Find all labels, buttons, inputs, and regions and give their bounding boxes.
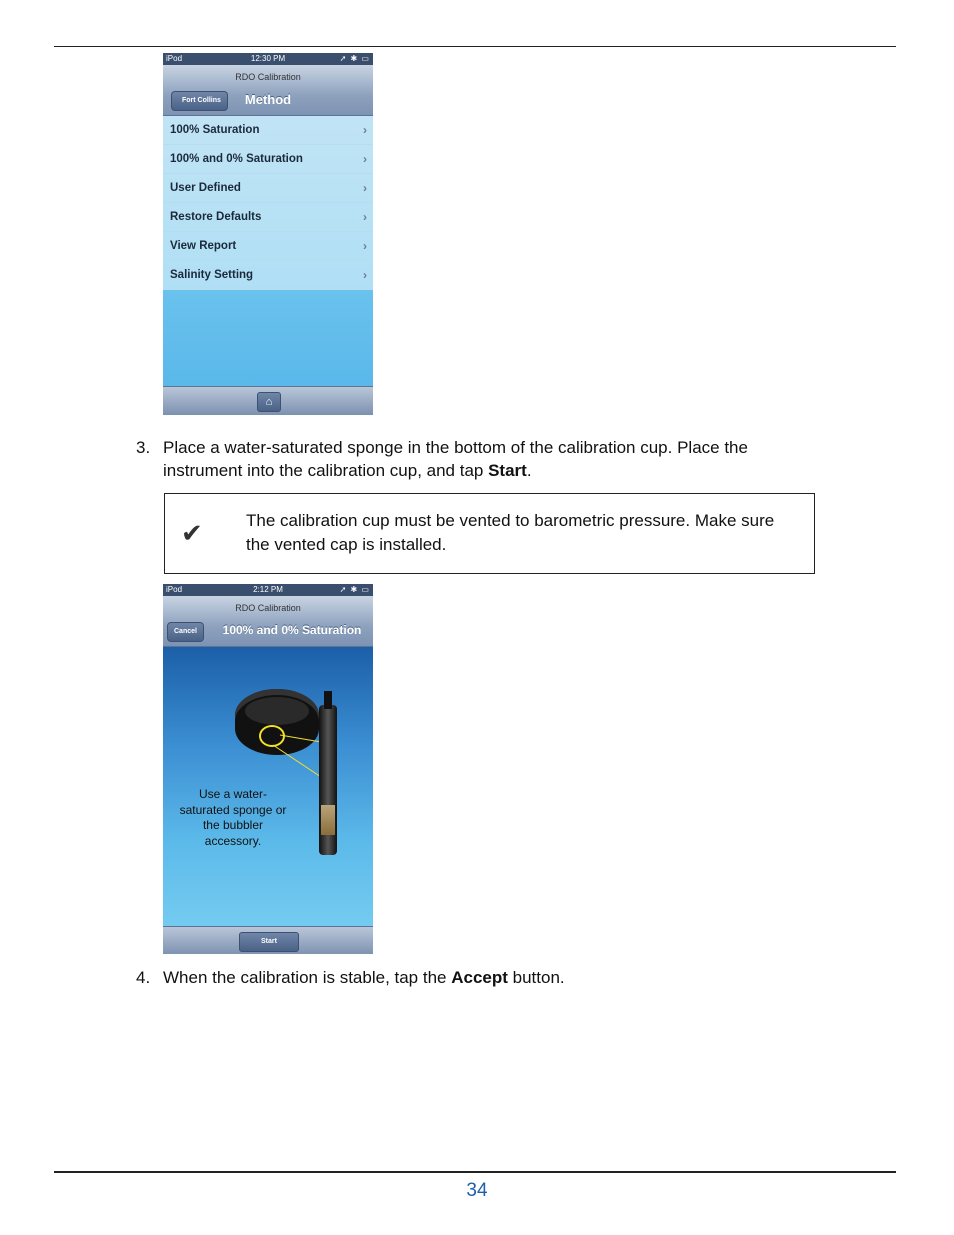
menu-item-label: User Defined [170, 182, 241, 194]
menu-item-label: 100% Saturation [170, 124, 260, 136]
chevron-right-icon: › [363, 210, 367, 224]
illustration-caption: Use a water-saturated sponge or the bubbler accessory. [179, 787, 287, 848]
method-screen [163, 53, 373, 424]
saturation-screen [163, 584, 373, 954]
menu-item-restore-defaults[interactable] [163, 203, 373, 232]
step-number: 3. [136, 438, 151, 457]
nav-subtitle: RDO Calibration [235, 603, 301, 613]
status-bar [163, 53, 373, 65]
carrier-label: iPod [166, 585, 183, 594]
step-text [163, 966, 823, 989]
nav-bar [163, 596, 373, 647]
step-text-end: button. [507, 968, 565, 987]
clock: 12:30 PM [250, 54, 286, 63]
menu-item-view-report[interactable] [163, 232, 373, 261]
calibration-illustration [163, 647, 373, 926]
nav-title: Method [244, 92, 292, 107]
method-menu [163, 116, 373, 290]
step-4 [136, 966, 823, 989]
nav-title: 100% and 0% Saturation [222, 623, 362, 637]
nav-bar [163, 65, 373, 116]
page-number: 34 [466, 1180, 488, 1201]
menu-item-label: 100% and 0% Saturation [170, 153, 303, 165]
cancel-button[interactable]: Cancel [167, 622, 204, 642]
carrier-label: iPod [166, 54, 183, 63]
clock: 2:12 PM [253, 585, 283, 594]
step-text-body: Place a water-saturated sponge in the bottom of the calibration cup. Place the instrument into the calibration cup, and tap [163, 438, 748, 480]
chevron-right-icon: › [363, 268, 367, 282]
bottom-toolbar [163, 926, 373, 954]
chevron-right-icon: › [363, 152, 367, 166]
probe-image [319, 705, 337, 855]
home-button[interactable] [257, 392, 281, 412]
step-3 [136, 436, 823, 482]
menu-item-salinity-setting[interactable] [163, 261, 373, 290]
screen-body [163, 116, 373, 386]
menu-item-label: Salinity Setting [170, 269, 254, 281]
menu-item-user-defined[interactable] [163, 174, 373, 203]
menu-item-100-0-saturation[interactable] [163, 145, 373, 174]
status-icons: ➚ ✱ ▭ [339, 54, 370, 63]
home-icon: ⌂ [265, 396, 273, 408]
status-bar [163, 584, 373, 596]
step-text [163, 436, 823, 482]
start-button[interactable]: Start [239, 932, 299, 952]
back-button[interactable]: Fort Collins [171, 91, 228, 111]
bottom-toolbar [163, 386, 373, 415]
step-text-body: When the calibration is stable, tap the [163, 968, 452, 987]
header-rule [54, 46, 896, 47]
accept-keyword: Accept [451, 968, 508, 987]
step-number: 4. [136, 968, 151, 987]
chevron-right-icon: › [363, 239, 367, 253]
menu-item-label: View Report [170, 240, 237, 252]
chevron-right-icon: › [363, 181, 367, 195]
note-text: The calibration cup must be vented to barometric pressure. Make sure the vented cap is installed. [246, 511, 775, 554]
note-box [164, 493, 815, 574]
menu-item-100-saturation[interactable] [163, 116, 373, 145]
checkmark-icon: ✔ [181, 518, 203, 548]
footer-rule [54, 1171, 896, 1173]
chevron-right-icon: › [363, 123, 367, 137]
nav-subtitle: RDO Calibration [235, 72, 301, 82]
menu-item-label: Restore Defaults [170, 211, 262, 223]
start-keyword: Start [488, 461, 527, 480]
step-text-end: . [526, 461, 532, 480]
status-icons: ➚ ✱ ▭ [339, 585, 370, 594]
